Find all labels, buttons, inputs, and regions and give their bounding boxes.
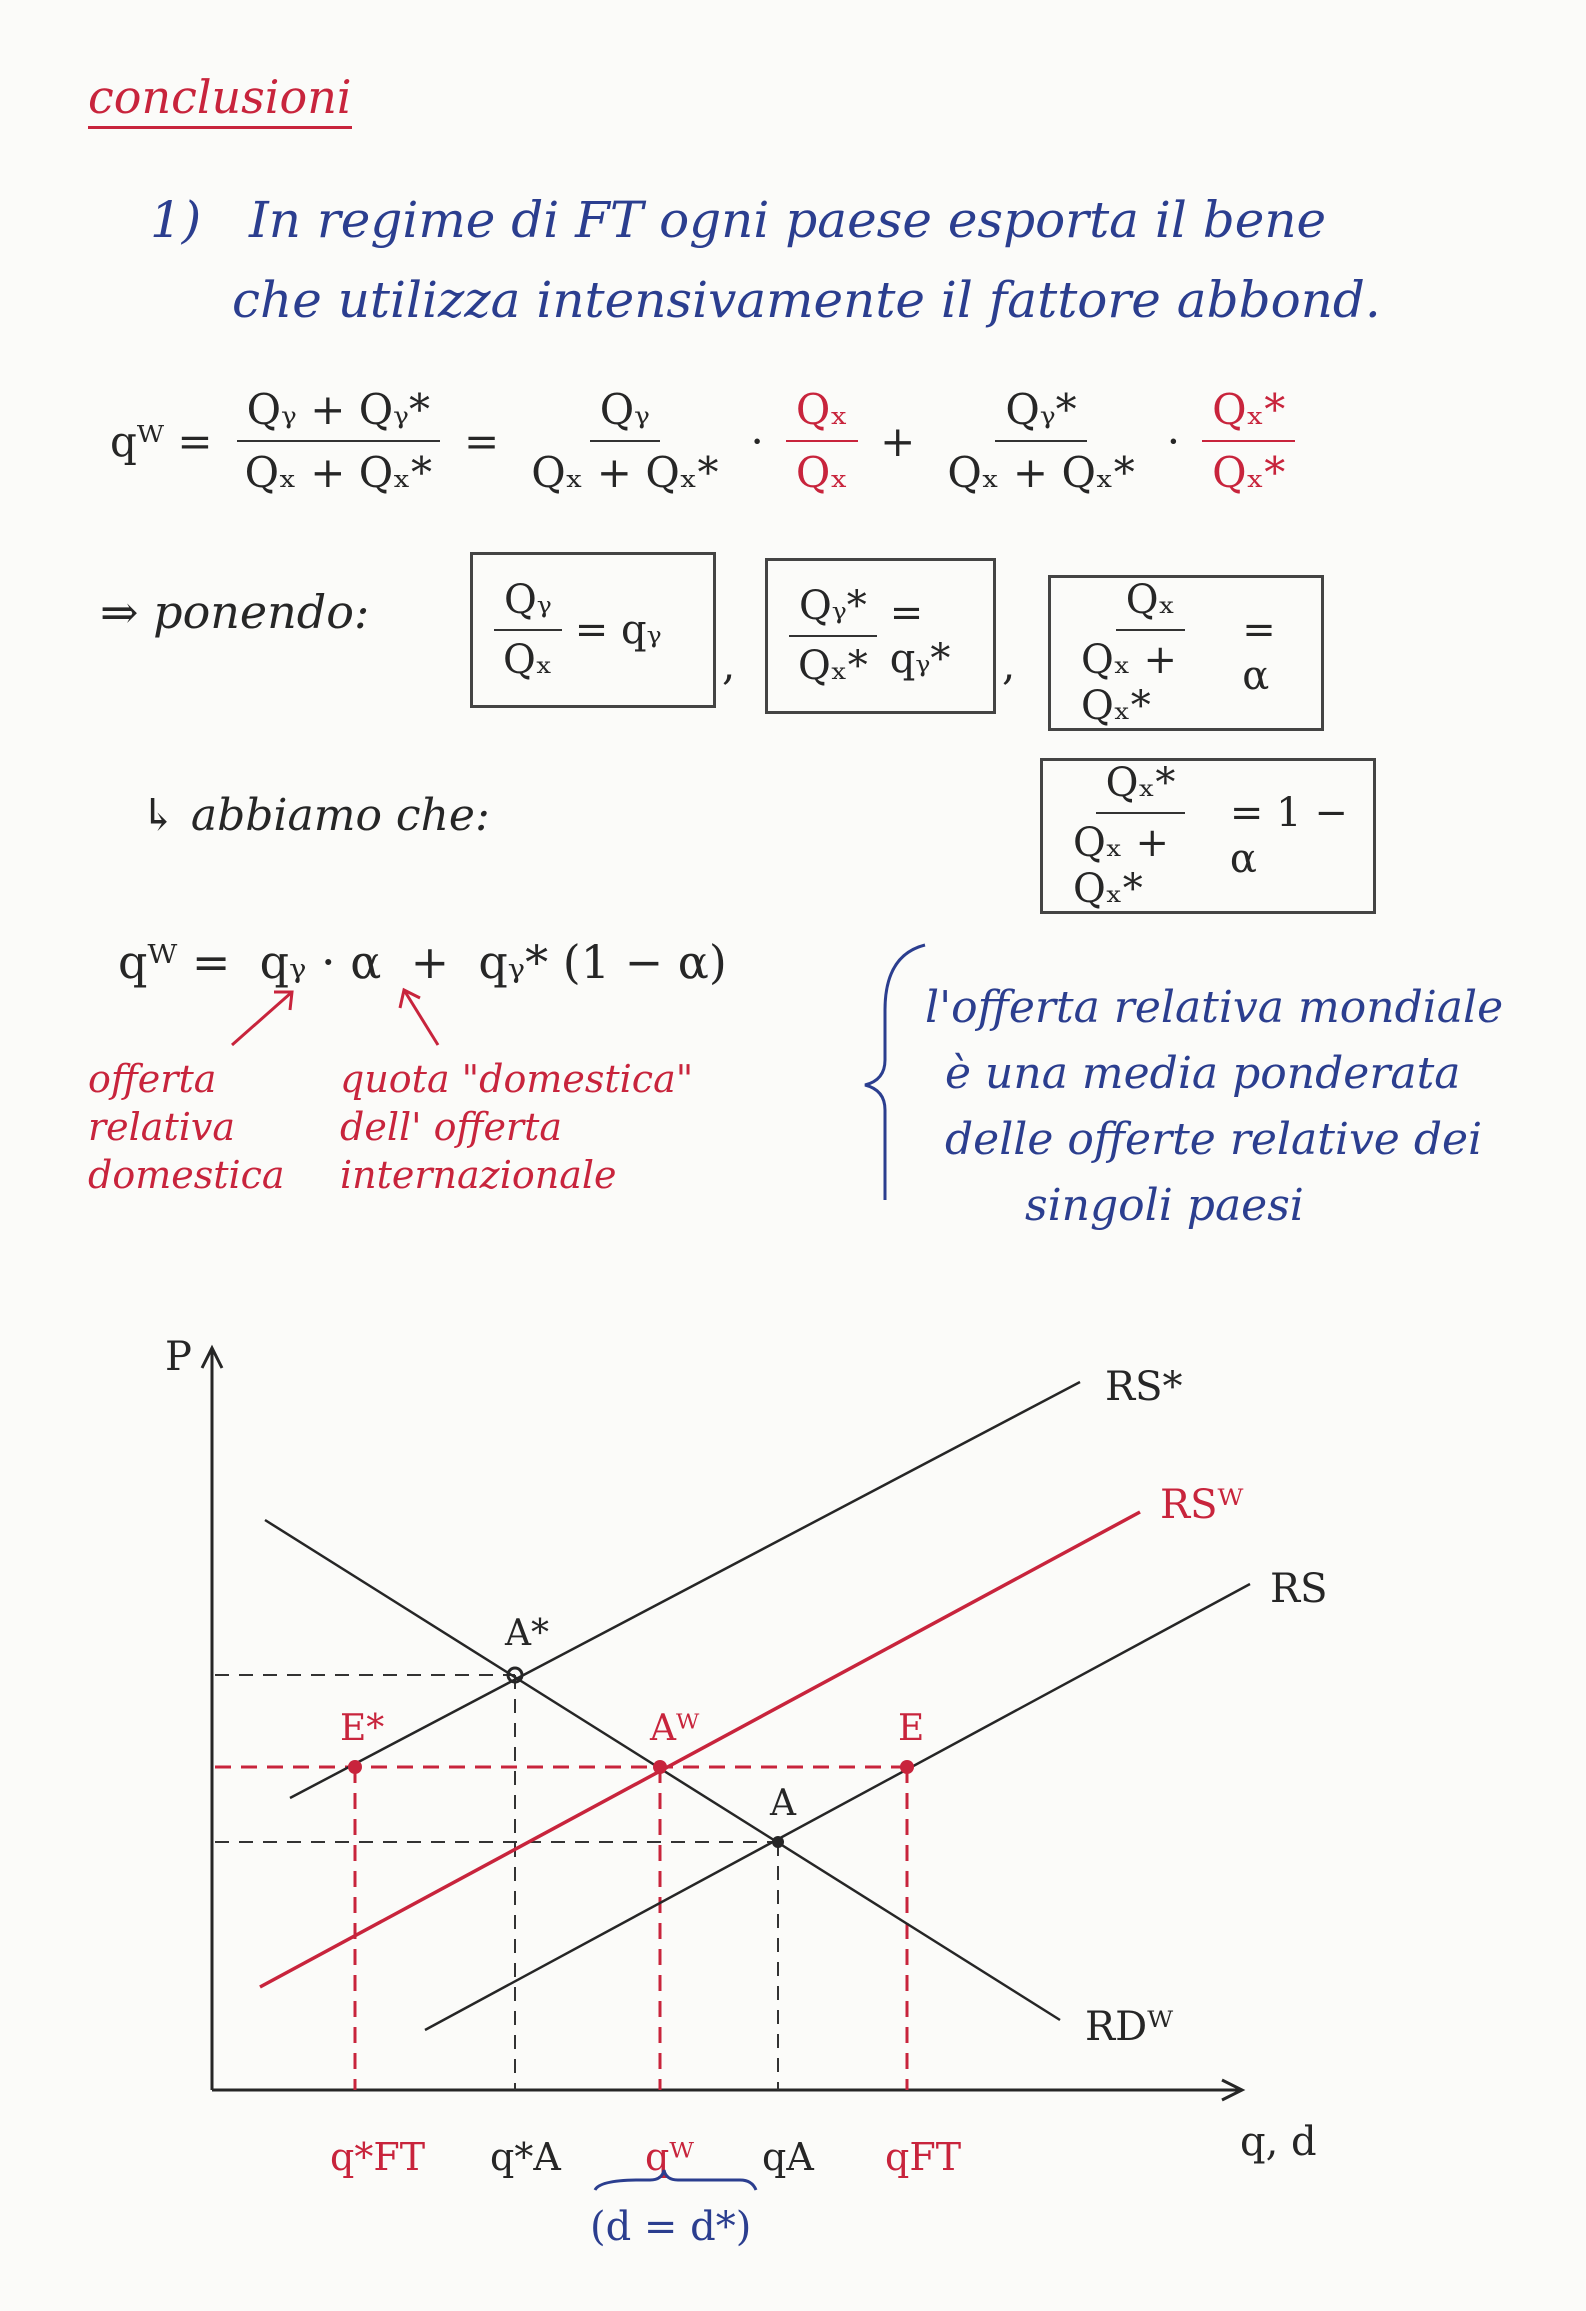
box2-den: Qₓ*	[798, 643, 868, 689]
label-rs: RS	[1270, 1566, 1328, 1612]
eq1-plus: +	[880, 416, 916, 466]
point-1-line-2: che utilizza intensivamente il fattore abbond.	[232, 271, 1381, 329]
tick-q-a: qA	[762, 2135, 814, 2179]
eq1-f2-den: Qₓ + Qₓ*	[531, 448, 719, 497]
point-number: 1)	[150, 191, 202, 249]
label-rd-w: RDᵂ	[1085, 2004, 1174, 2050]
tick-q-ft-star: q*FT	[330, 2135, 426, 2179]
label-rs-w: RSᵂ	[1160, 1482, 1244, 1528]
arrow-quota	[404, 990, 438, 1045]
box3-num: Qₓ	[1116, 577, 1186, 631]
note-quota-domestica	[340, 1055, 693, 1199]
note-media-line-2: è una media ponderata	[945, 1048, 1461, 1099]
eq1-f2-num: Qᵧ	[590, 385, 660, 442]
box1-rhs: = qᵧ	[574, 607, 662, 653]
box1-den: Qₓ	[503, 637, 553, 683]
note-offerta-relativa	[88, 1055, 285, 1199]
eq1-lhs: qᵂ =	[110, 416, 213, 466]
box3-den: Qₓ + Qₓ*	[1081, 637, 1177, 729]
box4-rhs: = 1 − α	[1229, 790, 1348, 882]
box3-rhs: = α	[1242, 607, 1276, 699]
eq1-dot: ·	[750, 416, 764, 466]
label-e-star: E*	[340, 1708, 385, 1749]
eq1-f1-num: Qᵧ + Qᵧ*	[237, 385, 440, 442]
abbiamo-label: ↳ abbiamo che:	[140, 790, 490, 841]
eq1-f1-den: Qₓ + Qₓ*	[244, 448, 432, 497]
y-axis-label: P	[165, 1334, 192, 1380]
note-quota-line-2: dell' offerta	[340, 1105, 563, 1149]
x-axis-label: q, d	[1240, 2119, 1317, 2165]
note-offerta-line-3: domestica	[88, 1153, 285, 1197]
box2-num: Qᵧ*	[789, 583, 877, 637]
note-d-equals-d-star: (d = d*)	[590, 2204, 752, 2250]
label-e: E	[898, 1708, 925, 1749]
label-a: A	[770, 1783, 796, 1824]
label-a-w: Aᵂ	[650, 1708, 700, 1749]
label-a-star: A*	[505, 1613, 549, 1654]
box1-num: Qᵧ	[494, 577, 562, 631]
eq1-equals: =	[463, 416, 500, 466]
ponendo-label: ⇒ ponendo:	[100, 585, 370, 639]
point-a-w	[653, 1760, 667, 1774]
eq1-f5-den: Qₓ*	[1212, 448, 1286, 497]
eq1-f3-num: Qₓ	[786, 385, 858, 442]
note-quota-line-1: quota "domestica"	[340, 1057, 694, 1101]
note-offerta-line-2: relativa	[88, 1105, 236, 1149]
point-e	[900, 1760, 914, 1774]
tick-q-a-star: q*A	[490, 2135, 561, 2179]
equation-qw-weighted: qᵂ = qᵧ · α + qᵧ* (1 − α)	[118, 935, 727, 989]
box4-den: Qₓ + Qₓ*	[1073, 820, 1169, 912]
eq1-f3-den: Qₓ	[795, 448, 849, 497]
tick-q-ft: qFT	[885, 2135, 962, 2179]
eq1-f4-num: Qᵧ*	[995, 385, 1086, 442]
page-heading: conclusioni	[88, 70, 352, 129]
curly-brace	[865, 945, 925, 1200]
label-rs-star: RS*	[1105, 1364, 1183, 1410]
note-media-line-1: l'offerta relativa mondiale	[925, 982, 1504, 1033]
note-media-ponderata	[925, 975, 1503, 1239]
box4-num: Qₓ*	[1096, 760, 1186, 814]
tick-q-w: qᵂ	[645, 2135, 694, 2179]
comma-1: ,	[722, 640, 736, 689]
eq1-dot-2: ·	[1166, 416, 1181, 466]
arrow-offerta	[232, 992, 292, 1045]
point-e-star	[348, 1760, 362, 1774]
eq1-f5-num: Qₓ*	[1202, 385, 1295, 442]
comma-2: ,	[1002, 640, 1016, 689]
eq1-f4-den: Qₓ + Qₓ*	[947, 448, 1135, 497]
note-quota-line-3: internazionale	[340, 1153, 617, 1197]
note-offerta-line-1: offerta	[88, 1057, 217, 1101]
point-a	[772, 1836, 784, 1848]
point-1-text-1: In regime di FT ogni paese esporta il bene	[249, 191, 1327, 249]
note-media-line-3: delle offerte relative dei	[945, 1114, 1483, 1165]
note-media-line-4: singoli paesi	[1025, 1180, 1304, 1231]
box2-rhs: = qᵧ*	[889, 590, 951, 682]
supply-demand-graph	[0, 1300, 1586, 2311]
